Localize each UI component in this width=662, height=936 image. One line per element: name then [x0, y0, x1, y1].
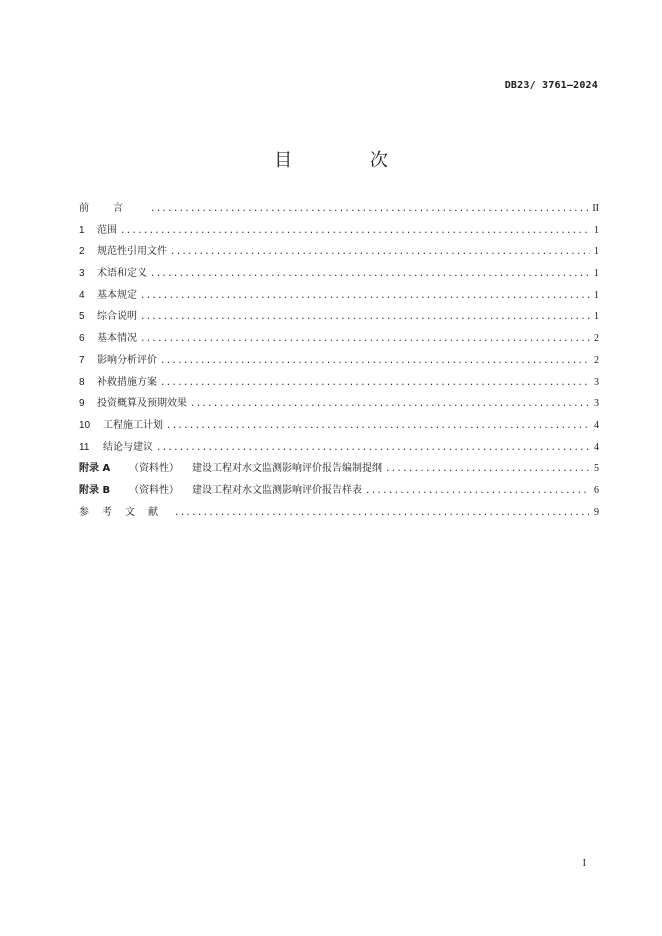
toc-entry-label: 补救措施方案 — [97, 376, 157, 388]
toc-entry-annex-b[interactable] — [79, 481, 599, 503]
toc-entry-10[interactable] — [79, 416, 599, 438]
toc-entry-label: 投资概算及预期效果 — [97, 398, 187, 410]
toc-entry-annex-a[interactable] — [79, 459, 599, 481]
toc-dot-leader — [365, 486, 590, 496]
toc-entry-2[interactable] — [79, 242, 599, 264]
toc-entry-page: 4 — [594, 419, 599, 431]
toc-entry-label: 规范性引用文件 — [97, 246, 167, 258]
toc-entry-page: 1 — [594, 289, 599, 301]
toc-entry-page: 1 — [594, 311, 599, 323]
toc-entry-number: 7 — [79, 354, 85, 366]
toc-entry-page: 9 — [594, 506, 599, 518]
toc-annex-nature: （资料性） — [129, 463, 179, 475]
page-title: 目 次 — [274, 150, 424, 171]
toc-annex-number: 附录 A — [79, 463, 111, 475]
toc-dot-leader — [150, 204, 589, 214]
toc-entry-number: 1 — [79, 224, 85, 236]
toc-entry-page: 2 — [594, 354, 599, 366]
toc-dot-leader — [166, 421, 590, 431]
toc-entry-page: II — [592, 203, 599, 214]
toc-entry-page: 3 — [594, 376, 599, 388]
toc-entry-page: 5 — [594, 463, 599, 475]
toc-dot-leader — [385, 464, 590, 474]
toc-entry-number: 9 — [79, 398, 85, 410]
toc-entry-label: 术语和定义 — [97, 268, 147, 280]
toc-entry-label: 前言 — [79, 203, 147, 214]
toc-annex-nature: （资料性） — [129, 484, 179, 496]
toc-entry-8[interactable] — [79, 373, 599, 395]
toc-entry-label: 综合说明 — [97, 311, 137, 323]
toc-dot-leader — [160, 378, 590, 388]
toc-entry-label: 结论与建议 — [103, 441, 153, 453]
toc-entry-label: 建设工程对水文监测影响评价报告样表 — [192, 484, 362, 496]
toc-entry-4[interactable] — [79, 286, 599, 308]
toc-dot-leader — [140, 334, 590, 344]
toc-entry-number: 3 — [79, 268, 85, 280]
toc-dot-leader — [174, 508, 590, 518]
toc-entry-label: 建设工程对水文监测影响评价报告编制提纲 — [192, 463, 382, 475]
toc-entry-7[interactable] — [79, 351, 599, 373]
toc-entry-number: 2 — [79, 246, 85, 258]
toc-dot-leader — [170, 247, 590, 257]
toc-dot-leader — [140, 291, 590, 301]
toc-entry-page: 1 — [594, 224, 599, 236]
toc-entry-number: 6 — [79, 333, 85, 345]
toc-annex-number: 附录 B — [79, 484, 111, 496]
toc-entry-page: 6 — [594, 484, 599, 496]
toc-entry-number: 4 — [79, 289, 85, 301]
toc-entry-9[interactable] — [79, 394, 599, 416]
toc-entry-number: 8 — [79, 376, 85, 388]
page-number: I — [582, 858, 586, 869]
toc-entry-number: 5 — [79, 311, 85, 323]
toc-entry-label: 参考文献 — [79, 506, 171, 518]
toc-entry-label: 基本情况 — [97, 333, 137, 345]
toc-entry-6[interactable] — [79, 329, 599, 351]
toc-entry-page: 1 — [594, 246, 599, 258]
toc-entry-foreword[interactable] — [79, 199, 599, 221]
toc-dot-leader — [156, 443, 590, 453]
toc-dot-leader — [120, 226, 590, 236]
toc-entry-label: 基本规定 — [97, 289, 137, 301]
toc-entry-number: 11 — [79, 441, 90, 453]
toc-dot-leader — [190, 399, 590, 409]
toc-entry-11[interactable] — [79, 438, 599, 460]
toc-dot-leader — [160, 356, 590, 366]
document-code: DB23/ 3761—2024 — [504, 80, 598, 91]
toc-dot-leader — [150, 269, 590, 279]
toc-entry-label: 影响分析评价 — [97, 354, 157, 366]
toc-entry-page: 4 — [594, 441, 599, 453]
toc-entry-3[interactable] — [79, 264, 599, 286]
toc-entry-page: 1 — [594, 268, 599, 280]
toc-entry-page: 3 — [594, 398, 599, 410]
table-of-contents — [79, 199, 599, 524]
toc-entry-bibliography[interactable] — [79, 503, 599, 525]
toc-dot-leader — [140, 312, 590, 322]
toc-entry-label: 范围 — [97, 224, 117, 236]
toc-entry-label: 工程施工计划 — [103, 419, 163, 431]
toc-entry-1[interactable] — [79, 221, 599, 243]
toc-entry-5[interactable] — [79, 307, 599, 329]
toc-entry-number: 10 — [79, 419, 91, 431]
toc-entry-page: 2 — [594, 333, 599, 345]
